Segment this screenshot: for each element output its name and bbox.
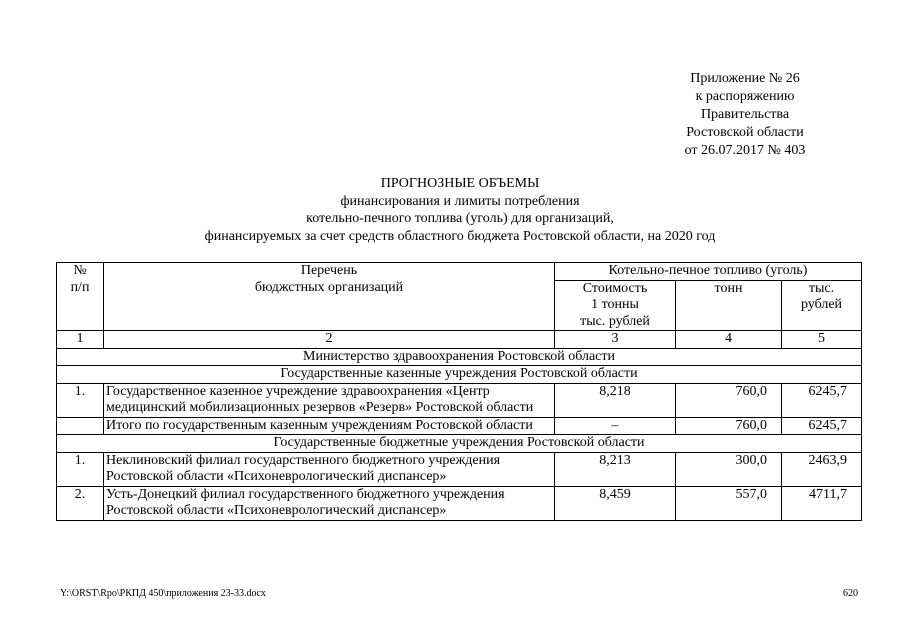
- col-number: 3: [555, 331, 676, 349]
- appendix-note: [620, 70, 870, 160]
- title-heading: ПРОГНОЗНЫЕ ОБЪЕМЫ: [380, 176, 540, 191]
- title-line: котельно-печного топлива (уголь) для организаций,: [306, 211, 614, 226]
- table-header-row: [57, 263, 862, 281]
- header-cost: Стоимость 1 тонны тыс. рублей: [555, 280, 676, 331]
- row-name: Итого по государственным казенным учреждениям Ростовской области: [104, 417, 555, 435]
- row-tons: 557,0: [676, 486, 782, 520]
- appendix-line: Приложение № 26: [690, 71, 800, 86]
- budget-table: [56, 262, 862, 521]
- header-thousands: тыс. рублей: [782, 280, 862, 331]
- col-number: 1: [57, 331, 104, 349]
- row-sum: 6245,7: [782, 417, 862, 435]
- page-number: 620: [843, 588, 858, 599]
- appendix-line: Правительства: [700, 107, 790, 122]
- total-row: [57, 417, 862, 435]
- row-cost: 8,459: [555, 486, 676, 520]
- section-row: [57, 366, 862, 384]
- row-num: 1.: [57, 383, 104, 417]
- table-row: [57, 383, 862, 417]
- row-tons: 760,0: [676, 417, 782, 435]
- row-name: Государственное казенное учреждение здравоохранения «Центр медицинский мобилизационных резервов «Резерв» Ростовской области: [104, 383, 555, 417]
- appendix-line: от 26.07.2017 № 403: [684, 143, 806, 158]
- row-name: Усть-Донецкий филиал государственного бюджетного учреждения Ростовской области «Психоневрологический диспансер»: [104, 486, 555, 520]
- col-number: 5: [782, 331, 862, 349]
- header-list: Перечень бюджстных организаций: [104, 263, 555, 331]
- ministry-name: Министерство здравоохранения Ростовской области: [57, 348, 862, 366]
- col-number: 2: [104, 331, 555, 349]
- row-name: Неклиновский филиал государственного бюджетного учреждения Ростовской области «Психоневрологический диспансер»: [104, 452, 555, 486]
- file-path: Y:\ORST\Rpo\РКПД 450\приложения 23-33.docx: [60, 588, 266, 599]
- row-cost: –: [555, 417, 676, 435]
- appendix-line: Ростовской области: [686, 125, 804, 140]
- header-fuel-group: Котельно-печное топливо (уголь): [555, 263, 862, 281]
- col-number: 4: [676, 331, 782, 349]
- table-row: [57, 486, 862, 520]
- row-tons: 760,0: [676, 383, 782, 417]
- ministry-row: [57, 348, 862, 366]
- table-row: [57, 452, 862, 486]
- title-line: финансируемых за счет средств областного бюджета Ростовской области, на 2020 год: [204, 228, 716, 244]
- row-cost: 8,218: [555, 383, 676, 417]
- appendix-line: к распоряжению: [695, 89, 795, 104]
- row-sum: 6245,7: [782, 383, 862, 417]
- row-num: 1.: [57, 452, 104, 486]
- section-row: [57, 435, 862, 453]
- row-tons: 300,0: [676, 452, 782, 486]
- header-tons: тонн: [676, 280, 782, 331]
- column-number-row: [57, 331, 862, 349]
- section-title: Государственные бюджетные учреждения Ростовской области: [57, 435, 862, 453]
- row-num: [57, 417, 104, 435]
- row-sum: 2463,9: [782, 452, 862, 486]
- row-num: 2.: [57, 486, 104, 520]
- document-title: [60, 175, 860, 245]
- title-line: финансирования и лимиты потребления: [340, 193, 580, 209]
- header-num: № п/п: [57, 263, 104, 331]
- row-cost: 8,213: [555, 452, 676, 486]
- row-sum: 4711,7: [782, 486, 862, 520]
- section-title: Государственные казенные учреждения Ростовской области: [57, 366, 862, 384]
